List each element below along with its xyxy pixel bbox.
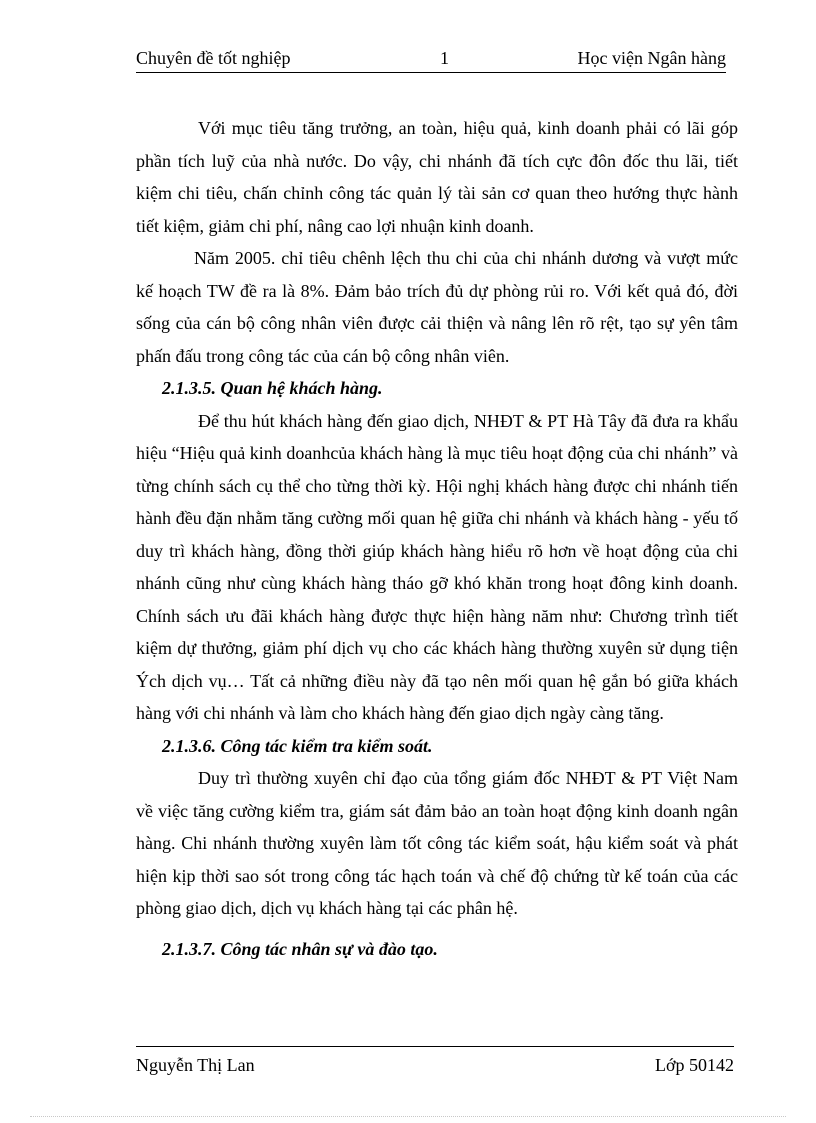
section-heading-inspection-control: 2.1.3.6. Công tác kiểm tra kiểm soát.	[162, 735, 433, 756]
paragraph-profit-goals: Với mục tiêu tăng trưởng, an toàn, hiệu quả, kinh doanh phải có lãi góp phần tích luỹ của nhà nước. Do vậy, chi nhánh đã tích cực đôn đốc thu lãi, tiết kiệm chi tiêu, chấn chỉnh công tác quản lý tài sản cơ quan theo hướng thực hành tiết kiệm, giảm chi phí, nâng cao lợi nhuận kinh doanh.	[136, 118, 738, 236]
footer-class: Lớp 50142	[654, 1055, 734, 1075]
document-body	[136, 112, 738, 965]
footer-author: Nguyễn Thị Lan	[136, 1055, 255, 1075]
paragraph-customer-relations: Để thu hút khách hàng đến giao dịch, NHĐT & PT Hà Tây đã đưa ra khẩu hiệu “Hiệu quả kinh doanhcủa khách hàng là mục tiêu hoạt động của chi nhánh” và từng chính sách cụ thể cho từng thời kỳ. Hội nghị khách hàng được chi nhánh tiến hành đều đặn nhằm tăng cường mối quan hệ giữa chi nhánh và khách hàng - yếu tố duy trì khách hàng, đồng thời giúp khách hàng hiểu rõ hơn về hoạt động của chi nhánh cũng như cùng khách hàng tháo gỡ khó khăn trong hoạt đông kinh doanh. Chính sách ưu đãi khách hàng được thực hiện hàng năm như: Chương trình tiết kiệm dự thưởng, giảm phí dịch vụ cho các khách hàng thường xuyên sử dụng tiện Ých dịch vụ… Tất cả những điều này đã tạo nên mối quan hệ gắn bó giữa khách hàng với chi nhánh và làm cho khách hàng đến giao dịch ngày càng tăng.	[136, 410, 738, 723]
header-page-number: 1	[440, 48, 449, 68]
section-heading-customer-relations: 2.1.3.5. Quan hệ khách hàng.	[162, 378, 383, 398]
page-header	[136, 48, 726, 73]
section-heading-personnel-training: 2.1.3.7. Công tác nhân sự và đào tạo.	[162, 938, 438, 959]
paragraph-inspection-control: Duy trì thường xuyên chỉ đạo của tổng giám đốc NHĐT & PT Việt Nam về việc tăng cường kiểm tra, giám sát đảm bảo an toàn hoạt động kinh doanh ngân hàng. Chi nhánh thường xuyên làm tốt công tác kiểm soát, hậu kiểm soát và phát hiện kịp thời sao sót trong công tác hạch toán và chế độ chứng từ kế toán của các phòng giao dịch, dịch vụ khách hàng tại các phân hệ.	[136, 768, 738, 918]
paragraph-2005-results: Năm 2005. chỉ tiêu chênh lệch thu chi của chi nhánh dương và vượt mức kế hoạch TW đề ra là 8%. Đảm bảo trích đủ dự phòng rủi ro. Với kết quả đó, đời sống của cán bộ công nhân viên được cải thiện và nâng lên rõ rệt, tạo sự yên tâm phấn đấu trong công tác của cán bộ công nhân viên.	[136, 248, 738, 366]
page-footer	[136, 1046, 734, 1087]
page-bottom-divider	[30, 1116, 786, 1117]
header-document-type: Chuyên đề tốt nghiệp	[136, 48, 291, 68]
header-institution: Học viện Ngân hàng	[577, 48, 726, 68]
